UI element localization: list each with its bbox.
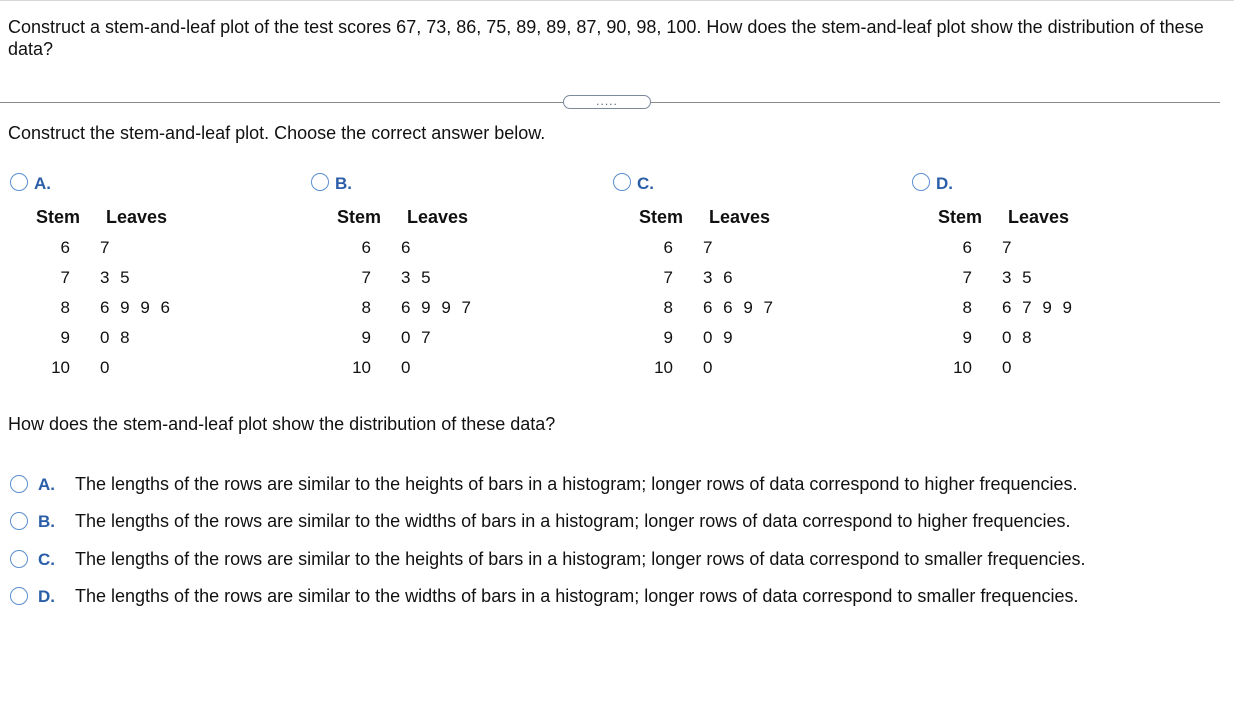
leaves-header: Leaves <box>106 207 168 227</box>
stem-header: Stem <box>36 207 81 227</box>
radio-part2-c[interactable] <box>10 550 28 568</box>
stem-value: 7 <box>60 268 70 287</box>
stem-value: 7 <box>361 268 371 287</box>
stem-value: 6 <box>663 238 673 257</box>
leaf-values: 0 8 <box>1002 328 1035 347</box>
stem-value: 9 <box>663 328 673 347</box>
option-b-head[interactable] <box>311 173 352 193</box>
radio-part2-d[interactable] <box>10 587 28 605</box>
option-letter: C. <box>637 174 654 193</box>
leaf-values: 0 9 <box>703 328 736 347</box>
leaf-values: 6 9 9 6 <box>100 298 173 317</box>
stem-header: Stem <box>938 207 983 227</box>
stem-value: 6 <box>361 238 371 257</box>
stem-value: 8 <box>962 298 972 317</box>
stem-value: 8 <box>663 298 673 317</box>
radio-part1-b[interactable] <box>311 173 329 191</box>
stem-value: 7 <box>663 268 673 287</box>
leaf-values: 0 <box>100 358 113 377</box>
answer-letter: D. <box>38 587 55 606</box>
leaf-values: 3 6 <box>703 268 736 287</box>
leaf-values: 6 6 9 7 <box>703 298 776 317</box>
leaf-values: 7 <box>1002 238 1015 257</box>
leaves-header: Leaves <box>407 207 469 227</box>
leaf-values: 6 9 9 7 <box>401 298 474 317</box>
leaf-values: 0 <box>1002 358 1015 377</box>
stem-value: 10 <box>352 358 371 377</box>
stem-value: 8 <box>60 298 70 317</box>
leaves-header: Leaves <box>709 207 771 227</box>
stem-header: Stem <box>337 207 382 227</box>
option-letter: A. <box>34 174 51 193</box>
leaf-values: 6 7 9 9 <box>1002 298 1075 317</box>
leaves-header: Leaves <box>1008 207 1070 227</box>
answer-letter: C. <box>38 550 55 569</box>
leaf-values: 3 5 <box>100 268 133 287</box>
expand-button[interactable]: ..... <box>563 95 651 109</box>
stem-value: 10 <box>654 358 673 377</box>
answer-letter: B. <box>38 512 55 531</box>
stem-header: Stem <box>639 207 684 227</box>
radio-part1-d[interactable] <box>912 173 930 191</box>
leaf-values: 0 <box>401 358 414 377</box>
stem-value: 9 <box>60 328 70 347</box>
leaf-values: 0 <box>703 358 716 377</box>
radio-part2-b[interactable] <box>10 512 28 530</box>
option-c-head[interactable] <box>613 173 654 193</box>
stem-value: 6 <box>60 238 70 257</box>
leaf-values: 3 5 <box>1002 268 1035 287</box>
leaf-values: 0 8 <box>100 328 133 347</box>
option-d-head[interactable] <box>912 173 953 193</box>
radio-part1-c[interactable] <box>613 173 631 191</box>
stem-value: 8 <box>361 298 371 317</box>
leaf-values: 6 <box>401 238 414 257</box>
leaf-values: 0 7 <box>401 328 434 347</box>
top-border <box>0 0 1234 1</box>
answer-text: The lengths of the rows are similar to the heights of bars in a histogram; longer rows of data correspond to higher frequencies. <box>75 474 1078 494</box>
answer-text: The lengths of the rows are similar to the widths of bars in a histogram; longer rows of data correspond to higher frequencies. <box>75 511 1071 531</box>
stem-value: 7 <box>962 268 972 287</box>
leaf-values: 7 <box>100 238 113 257</box>
stem-value: 10 <box>51 358 70 377</box>
stem-value: 9 <box>361 328 371 347</box>
answer-text: The lengths of the rows are similar to the widths of bars in a histogram; longer rows of data correspond to smaller frequencies. <box>75 586 1079 606</box>
leaf-values: 3 5 <box>401 268 434 287</box>
radio-part1-a[interactable] <box>10 173 28 191</box>
answer-text: The lengths of the rows are similar to the heights of bars in a histogram; longer rows of data correspond to smaller frequencies. <box>75 549 1086 569</box>
option-a-head[interactable] <box>10 173 51 193</box>
part1-prompt: Construct the stem-and-leaf plot. Choose the correct answer below. <box>8 123 546 143</box>
option-letter: D. <box>936 174 953 193</box>
answer-letter: A. <box>38 475 55 494</box>
stem-value: 9 <box>962 328 972 347</box>
option-letter: B. <box>335 174 352 193</box>
question-text: Construct a stem-and-leaf plot of the test scores 67, 73, 86, 75, 89, 89, 87, 90, 98, 100. How does the stem-and-leaf plot show the distribution of these data? <box>8 17 1204 59</box>
stem-value: 10 <box>953 358 972 377</box>
leaf-values: 7 <box>703 238 716 257</box>
stem-value: 6 <box>962 238 972 257</box>
radio-part2-a[interactable] <box>10 475 28 493</box>
part2-prompt: How does the stem-and-leaf plot show the distribution of these data? <box>8 414 556 434</box>
